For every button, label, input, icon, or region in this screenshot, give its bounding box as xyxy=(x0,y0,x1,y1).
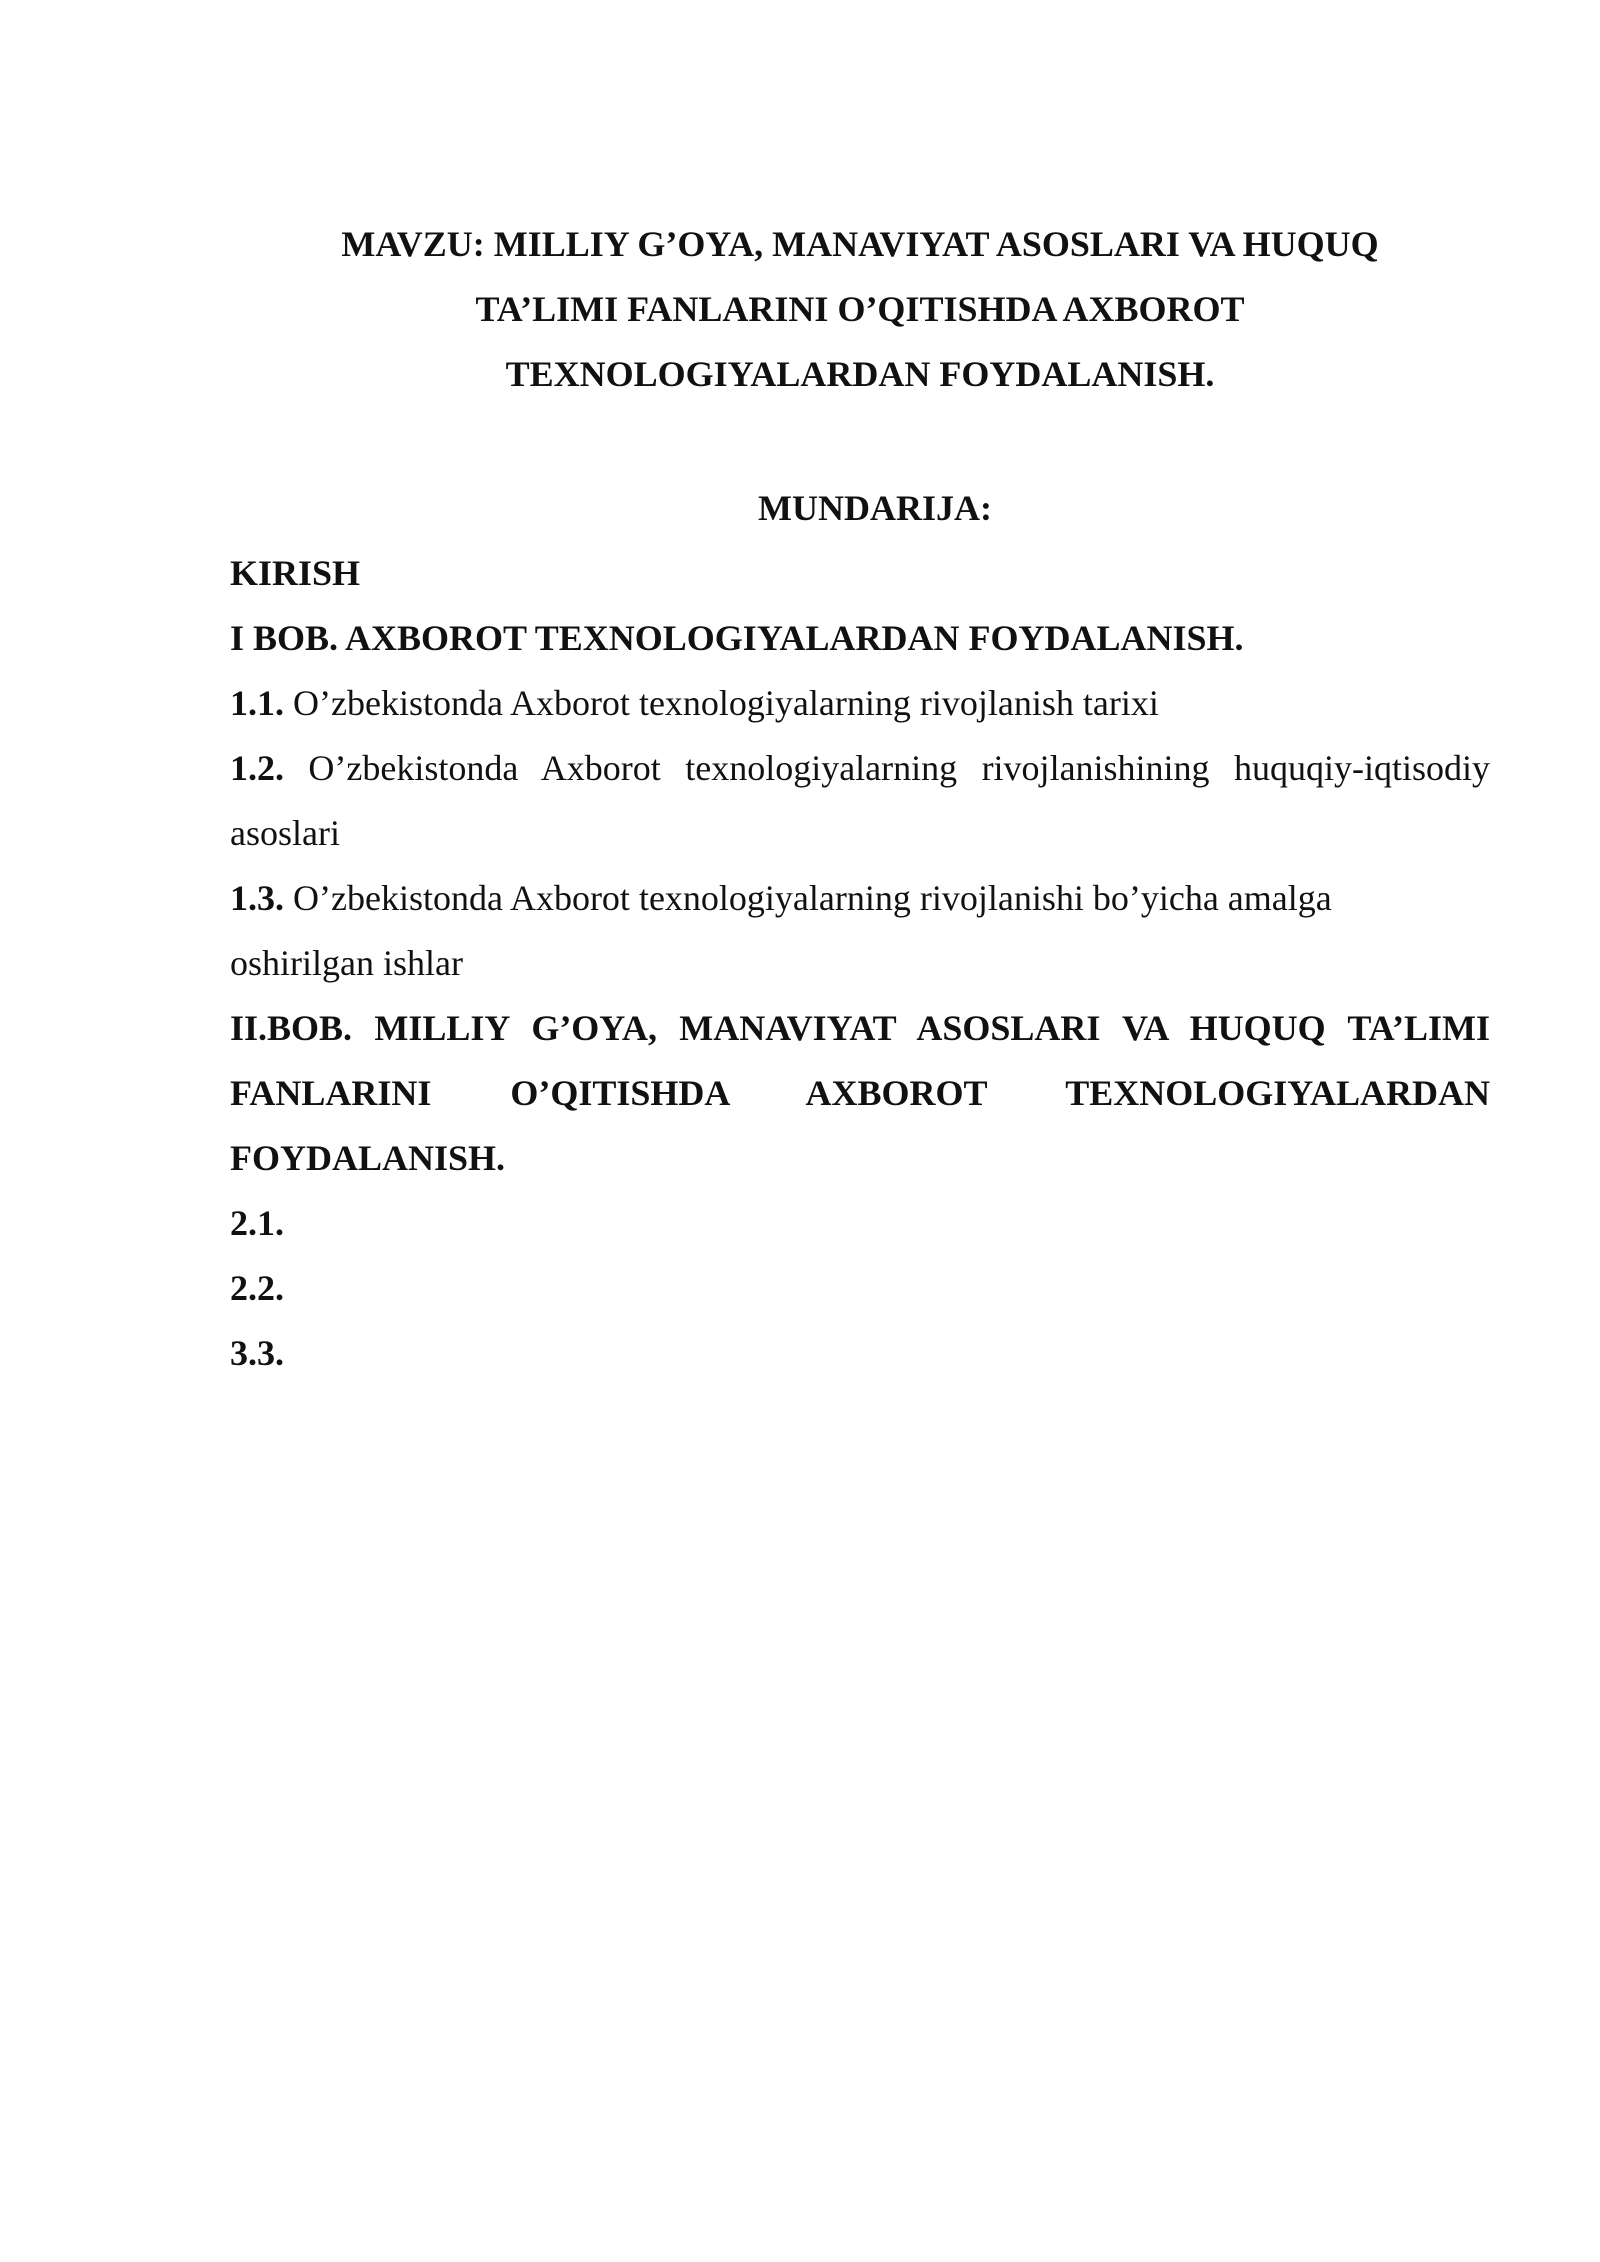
toc-item-text-continued: oshirilgan ishlar xyxy=(230,943,463,983)
toc-item-number: 1.3. xyxy=(230,878,284,918)
title-line-1: MAVZU: MILLIY G’OYA, MANAVIYAT ASOSLARI VA HUQUQ xyxy=(341,224,1379,264)
title-line-3: TEXNOLOGIYALARDAN FOYDALANISH. xyxy=(505,354,1215,394)
toc-item-text: O’zbekistonda Axborot texnologiyalarning rivojlanish tarixi xyxy=(284,683,1159,723)
contents-heading: MUNDARIJA: xyxy=(758,488,992,528)
document-title xyxy=(230,212,1490,407)
title-line-2: TA’LIMI FANLARINI O’QITISHDA AXBOROT xyxy=(475,289,1245,329)
toc-item-text-continued: asoslari xyxy=(230,813,340,853)
toc-item-number: 1.2. xyxy=(230,748,284,788)
toc-item-3-3: 3.3. xyxy=(230,1333,284,1373)
chapter2-heading-line3: FOYDALANISH. xyxy=(230,1138,506,1178)
toc-item-1-3 xyxy=(230,866,1490,996)
toc-item-1-1 xyxy=(230,671,1490,736)
toc-item-number: 1.1. xyxy=(230,683,284,723)
chapter2-heading-line2: FANLARINI O’QITISHDA AXBOROT TEXNOLOGIYALARDAN xyxy=(230,1073,1490,1113)
table-of-contents xyxy=(230,476,1490,1386)
toc-item-text: O’zbekistonda Axborot texnologiyalarning rivojlanishining huquqiy-iqtisodiy xyxy=(284,748,1490,788)
toc-chapter1-heading: I BOB. AXBOROT TEXNOLOGIYALARDAN FOYDALANISH. xyxy=(230,618,1244,658)
toc-item-2-2: 2.2. xyxy=(230,1268,284,1308)
toc-item-2-1: 2.1. xyxy=(230,1203,284,1243)
toc-item-1-2 xyxy=(230,736,1490,866)
chapter2-heading-line1: II.BOB. MILLIY G’OYA, MANAVIYAT ASOSLARI VA HUQUQ TA’LIMI xyxy=(230,1008,1490,1048)
toc-item-text: O’zbekistonda Axborot texnologiyalarning rivojlanishi bo’yicha amalga xyxy=(284,878,1332,918)
toc-item-1-3-line1 xyxy=(230,866,1490,931)
toc-intro: KIRISH xyxy=(230,553,361,593)
toc-item-1-2-line1 xyxy=(230,736,1490,801)
toc-chapter2-heading xyxy=(230,996,1490,1191)
